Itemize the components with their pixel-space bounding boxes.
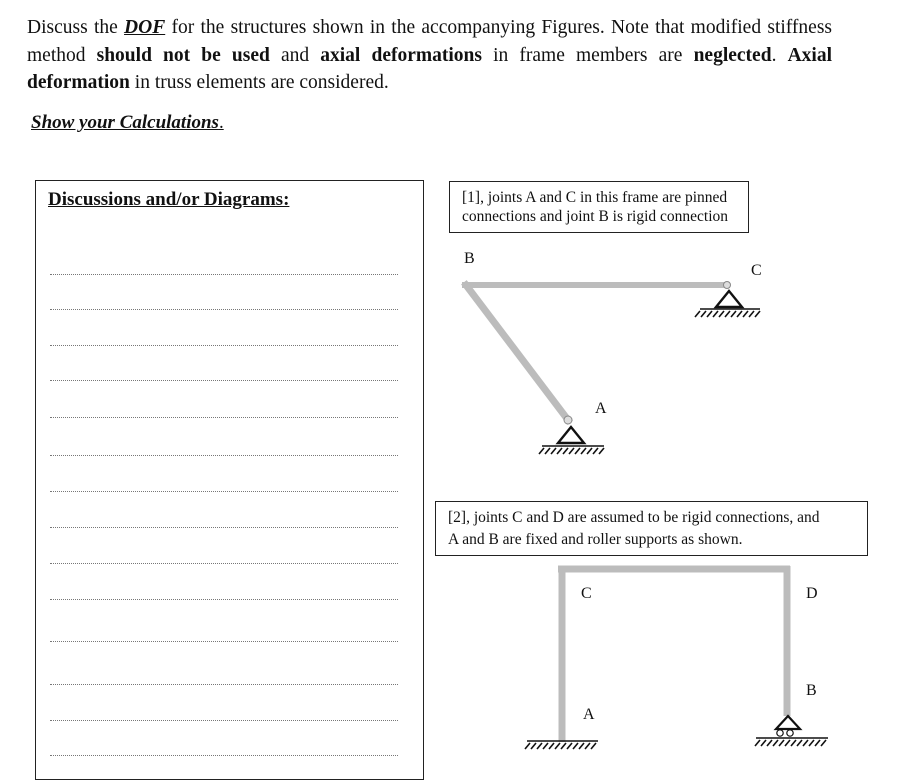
text: Discuss the <box>27 17 125 38</box>
text: . <box>771 44 788 66</box>
pin-c <box>724 282 731 289</box>
emphasis-text: neglected <box>693 44 772 66</box>
text: in frame members are <box>481 44 694 66</box>
fig2-label-d: D <box>806 585 818 602</box>
fig1-label-b: B <box>464 250 475 267</box>
text: in truss elements are considered. <box>129 72 389 93</box>
fixed-support-a <box>525 741 598 749</box>
fig2-label-b: B <box>806 682 817 699</box>
dof-term: DOF <box>124 17 166 38</box>
emphasis-text: axial deformations <box>320 44 482 66</box>
caption-line: [1], joints A and C in this frame are pinned <box>462 189 728 206</box>
text: for the structures shown in the accompanying Figures. Note that modified stiffness method <box>27 17 832 66</box>
text: and <box>269 44 321 66</box>
caption-line: connections and joint B is rigid connection <box>462 208 729 225</box>
emphasis-text: Axial deformation <box>27 44 832 93</box>
fig2-label-a: A <box>583 706 595 723</box>
discussion-title: Discussions and/or Diagrams: <box>48 189 290 210</box>
roller-support-b <box>755 716 828 746</box>
period: . <box>218 112 224 133</box>
emphasis-text: should not be used <box>96 44 270 66</box>
fig2-label-c: C <box>581 585 592 602</box>
pin-a <box>564 416 572 424</box>
show-calculations-text: Show your Calculations <box>31 112 219 133</box>
member-ab <box>466 285 568 420</box>
pin-support-a <box>539 427 604 454</box>
fig1-label-a: A <box>595 400 607 417</box>
caption-line: [2], joints C and D are assumed to be rigid connections, and <box>448 509 820 526</box>
fig1-label-c: C <box>751 262 762 279</box>
caption-line: A and B are fixed and roller supports as shown. <box>448 531 743 548</box>
pin-support-c <box>695 291 760 317</box>
